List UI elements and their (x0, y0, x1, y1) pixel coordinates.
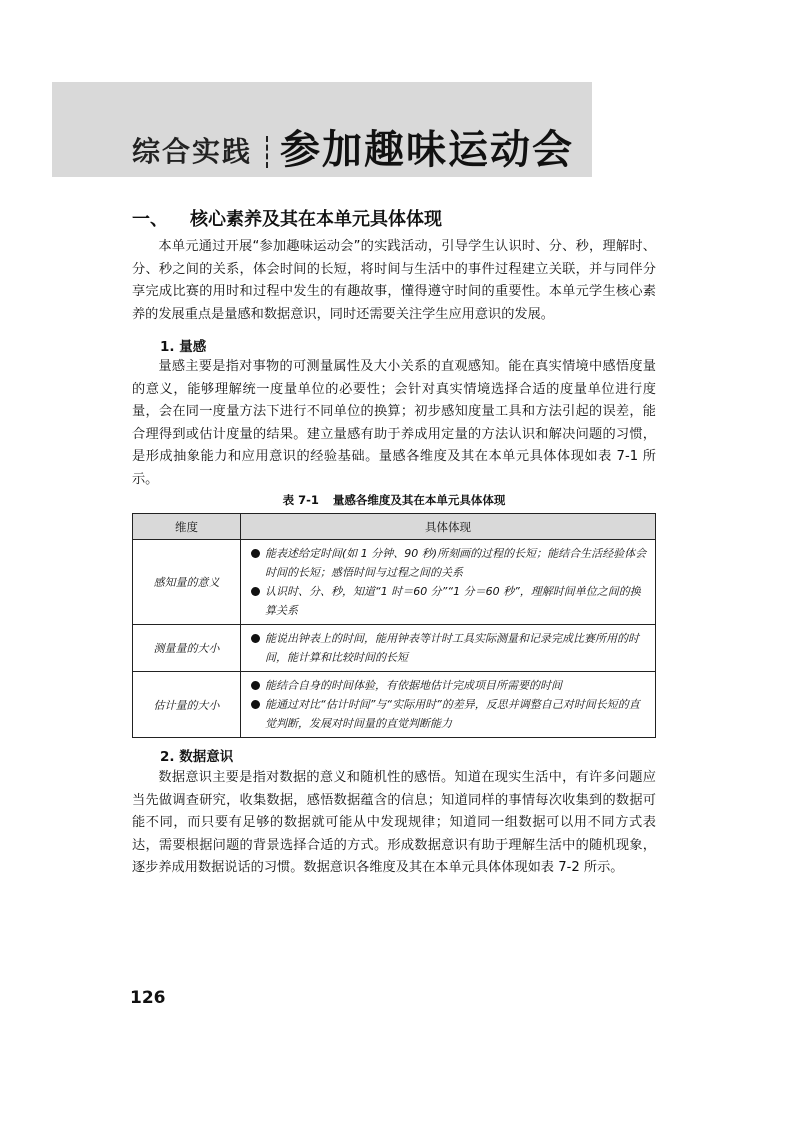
page-number: 126 (130, 988, 166, 1008)
table-cell-dimension: 测量量的大小 (133, 625, 241, 672)
table-cell-dimension: 估计量的大小 (133, 672, 241, 738)
table-row (133, 625, 656, 672)
section-title: 核心素养及其在本单元具体体现 (190, 209, 442, 230)
table-caption-title: 量感各维度及其在本单元具体体现 (332, 493, 506, 507)
list-item: 能结合自身的时间体验，有依据地估计完成项目所需要的时间 (249, 676, 647, 695)
table-caption-number: 表 7-1 (282, 493, 319, 507)
table-header-dimension: 维度 (133, 514, 241, 540)
table-header-row (133, 514, 656, 540)
section-heading (132, 205, 442, 231)
list-item: 能表述给定时间(如 1 分钟、90 秒)所刻画的过程的长短；能结合生活经验体会时间的长短；感悟时间与过程之间的关系 (249, 544, 647, 582)
section-number: 一、 (132, 209, 168, 230)
subsection-paragraph-2: 数据意识主要是指对数据的意义和随机性的感悟。知道在现实生活中，有许多问题应当先做调查研究，收集数据，感悟数据蕴含的信息；知道同样的事情每次收集到的数据可能不同，而只要有足够的数据就可能从中发现规律；知道同一组数据可以用不同方式表达，需要根据问题的背景选择合适的方式。形成数据意识有助于理解生活中的随机现象，逐步养成用数据说话的习惯。数据意识各维度及其在本单元具体体现如表 7-2 所示。 (132, 770, 656, 875)
subsection-paragraph-1: 量感主要是指对事物的可测量属性及大小关系的直观感知。能在真实情境中感悟度量的意义，能够理解统一度量单位的必要性；会针对真实情境选择合适的度量单位进行度量，会在同一度量方法下进行不同单位的换算；初步感知度量工具和方法引起的误差，能合理得到或估计度量的结果。建立量感有助于养成用定量的方法认识和解决问题的习惯，是形成抽象能力和应用意识的经验基础。量感各维度及其在本单元具体体现如表 7-1 所示。 (132, 359, 656, 487)
intro-paragraph: 本单元通过开展“参加趣味运动会”的实践活动，引导学生认识时、分、秒，理解时、分、秒之间的关系，体会时间的长短，将时间与生活中的事件过程建立关联，并与同伴分享完成比赛的用时和过程中发生的有趣故事，懂得遵守时间的重要性。本单元学生核心素养的发展重点是量感和数据意识，同时还需要关注学生应用意识的发展。 (132, 239, 656, 322)
title-separator (266, 136, 268, 168)
table-cell-items (241, 625, 656, 672)
chapter-subtitle: 综合实践 (132, 135, 253, 168)
table-caption (132, 492, 656, 508)
table-cell-dimension: 感知量的意义 (133, 540, 241, 625)
list-item: 能通过对比“估计时间”与“实际用时”的差异，反思并调整自己对时间长短的直觉判断，发展对时间量的直觉判断能力 (249, 695, 647, 733)
table-cell-items (241, 540, 656, 625)
table-row (133, 672, 656, 738)
subsection-heading-2: 2. 数据意识 (160, 749, 234, 765)
dimension-table (132, 513, 656, 738)
table-row (133, 540, 656, 625)
chapter-main-title: 参加趣味运动会 (280, 127, 575, 173)
chapter-title (132, 127, 575, 173)
table-header-details: 具体体现 (241, 514, 656, 540)
subsection-heading-1: 1. 量感 (160, 339, 207, 355)
list-item: 能说出钟表上的时间，能用钟表等计时工具实际测量和记录完成比赛所用的时间，能计算和比较时间的长短 (249, 629, 647, 667)
table-cell-items (241, 672, 656, 738)
list-item: 认识时、分、秒，知道“1 时＝60 分”“1 分＝60 秒”，理解时间单位之间的换算关系 (249, 582, 647, 620)
